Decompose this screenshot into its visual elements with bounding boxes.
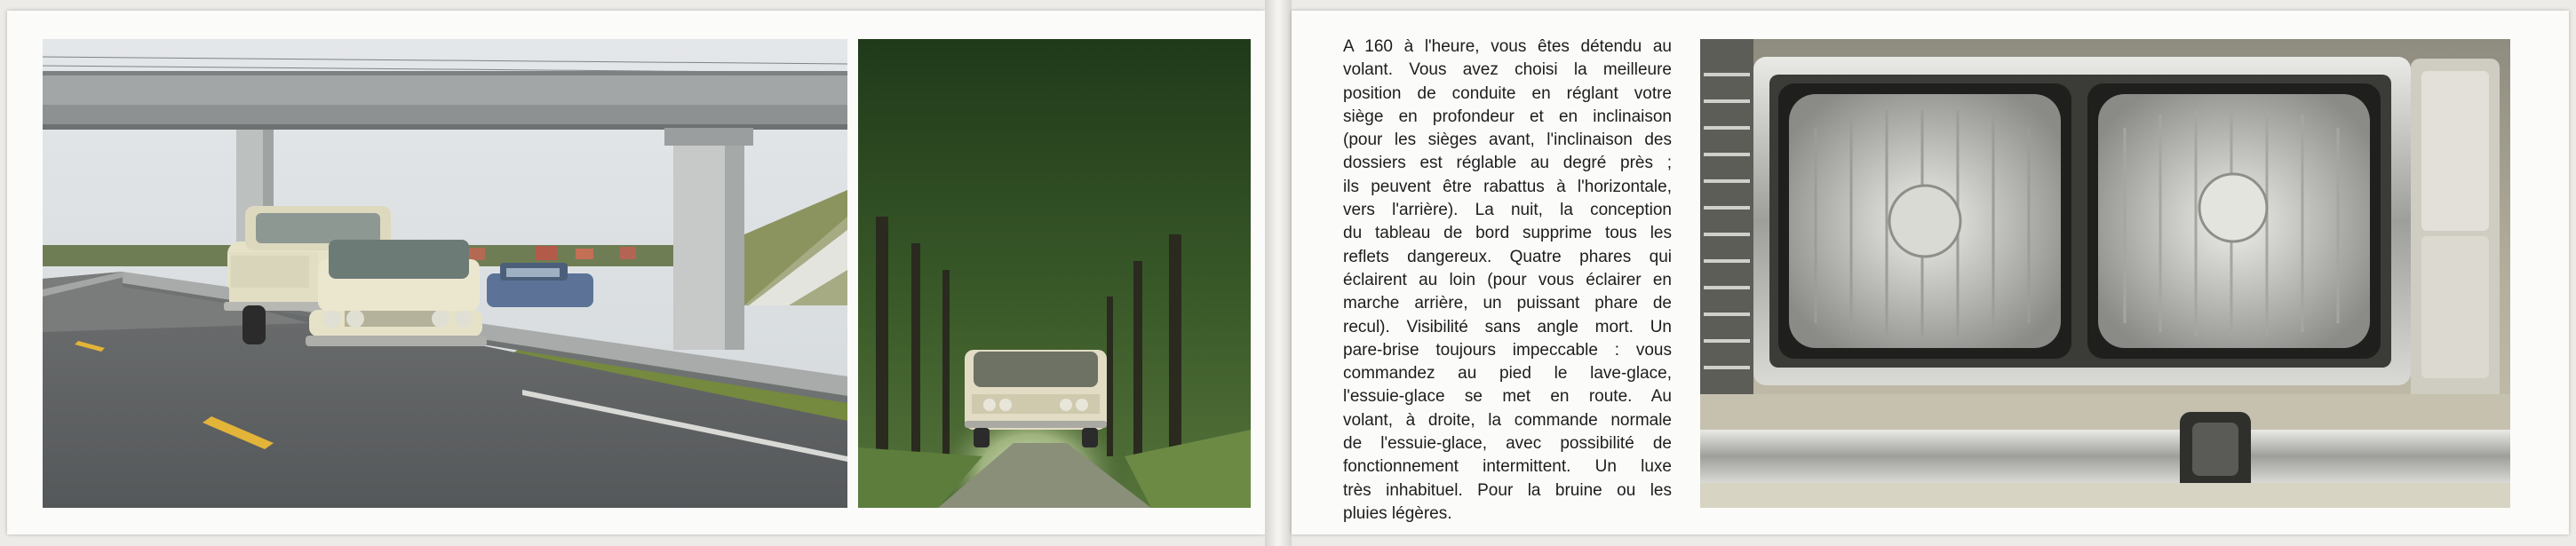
tree-avenue-photo: [858, 39, 1251, 508]
book-spine: [1265, 0, 1292, 546]
paragraph-line: ils peuvent être rabattus à l'horizontale,: [1343, 177, 1672, 196]
paragraph-line: éclairent au loin (pour vous éclairer en: [1343, 270, 1672, 289]
paragraph-line: commandez au pied le lave-glace,: [1343, 364, 1672, 384]
paragraph-line: vers l'arrière). La nuit, la conception: [1343, 201, 1672, 220]
paragraph-line: l'essuie-glace se met en route. Au: [1343, 387, 1672, 407]
paragraph-line: dossiers est réglable au degré près ;: [1343, 154, 1672, 173]
highway-overpass-image: [43, 39, 847, 508]
paragraph-line: marche arrière, un puissant phare de: [1343, 294, 1672, 313]
body-paragraph: [1343, 36, 1672, 523]
paragraph-line: volant, à droite, la commande normale: [1343, 410, 1672, 430]
paragraph-line: reflets dangereux. Quatre phares qui: [1343, 247, 1672, 266]
headlamps-image: [1700, 39, 2510, 508]
paragraph-line: pare-brise toujours impeccable : vous: [1343, 340, 1672, 360]
paragraph-line: position de conduite en réglant votre: [1343, 83, 1672, 103]
paragraph-line: du tableau de bord supprime tous les: [1343, 224, 1672, 243]
headlamps-photo: [1700, 39, 2510, 508]
paragraph-line: de l'essuie-glace, avec possibilité de: [1343, 434, 1672, 454]
highway-overpass-photo: [43, 39, 847, 508]
tree-avenue-image: [858, 39, 1251, 508]
paragraph-line: fonctionnement intermittent. Un luxe: [1343, 457, 1672, 477]
paragraph-line: recul). Visibilité sans angle mort. Un: [1343, 317, 1672, 336]
paragraph-line: volant. Vous avez choisi la meilleure: [1343, 60, 1672, 80]
paragraph-line: siège en profondeur et en inclinaison: [1343, 107, 1672, 126]
paragraph-line: très inhabituel. Pour la bruine ou les: [1343, 480, 1672, 500]
paragraph-line: (pour les sièges avant, l'inclinaison des: [1343, 131, 1672, 150]
paragraph-line: pluies légères.: [1343, 503, 1452, 523]
paragraph-line: A 160 à l'heure, vous êtes détendu au: [1343, 37, 1672, 56]
